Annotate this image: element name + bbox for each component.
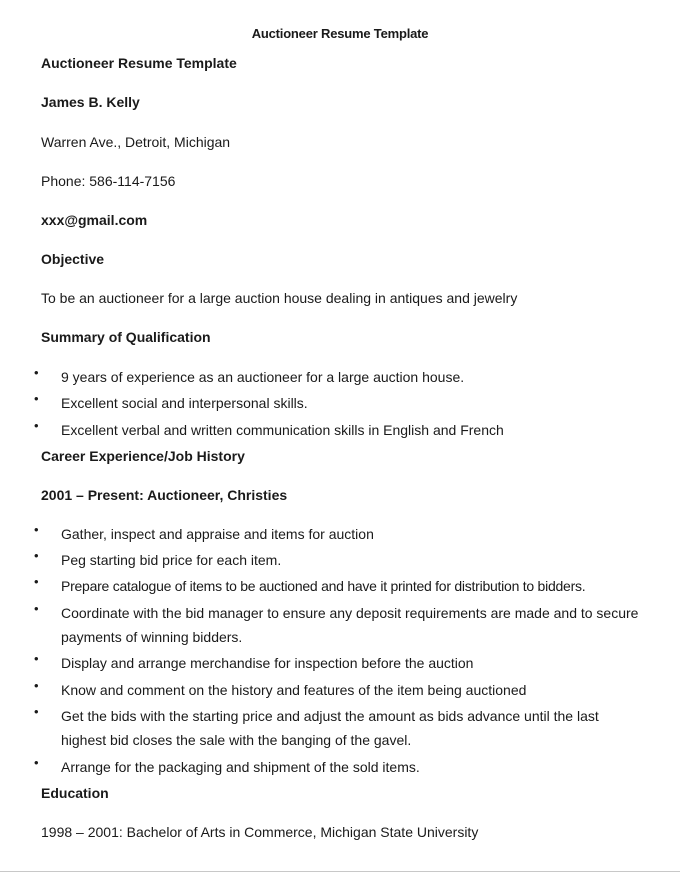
- bullet-icon: •: [34, 704, 39, 719]
- applicant-address: Warren Ave., Detroit, Michigan: [41, 134, 231, 150]
- job-duty: Prepare catalogue of items to be auctioned and have it printed for distribution to bidders.: [61, 578, 586, 594]
- job-duty: Gather, inspect and appraise and items for auction: [61, 526, 374, 542]
- bullet-icon: •: [34, 574, 39, 589]
- bullet-icon: •: [34, 391, 39, 406]
- job-duty: Peg starting bid price for each item.: [61, 552, 282, 568]
- document-title: Auctioneer Resume Template: [251, 26, 429, 41]
- job-duty: Coordinate with the bid manager to ensure any deposit requirements are made and to secure payments of winning bidders.: [61, 605, 639, 645]
- summary-item: Excellent verbal and written communication skills in English and French: [61, 422, 504, 438]
- education-heading: Education: [41, 785, 109, 801]
- applicant-phone: Phone: 586-114-7156: [41, 173, 176, 189]
- job-duty: Know and comment on the history and features of the item being auctioned: [61, 682, 527, 698]
- objective-heading: Objective: [41, 251, 105, 267]
- bullet-icon: •: [34, 418, 39, 433]
- job-duty: Arrange for the packaging and shipment of the sold items.: [61, 759, 420, 775]
- career-heading: Career Experience/Job History: [41, 448, 245, 464]
- bullet-icon: •: [34, 522, 39, 537]
- job-title: 2001 – Present: Auctioneer, Christies: [41, 487, 288, 503]
- applicant-email: xxx@gmail.com: [41, 212, 148, 228]
- resume-heading: Auctioneer Resume Template: [41, 55, 237, 71]
- bullet-icon: •: [34, 365, 39, 380]
- summary-heading: Summary of Qualification: [41, 329, 211, 345]
- applicant-name: James B. Kelly: [41, 94, 140, 110]
- objective-text: To be an auctioneer for a large auction house dealing in antiques and jewelry: [41, 290, 518, 306]
- education-text: 1998 – 2001: Bachelor of Arts in Commerce, Michigan State University: [41, 824, 479, 840]
- bullet-icon: •: [34, 548, 39, 563]
- job-duty: Get the bids with the starting price and adjust the amount as bids advance until the last highest bid closes the sale with the banging of the gavel.: [61, 708, 599, 748]
- bullet-icon: •: [34, 601, 39, 616]
- job-duty: Display and arrange merchandise for inspection before the auction: [61, 655, 474, 671]
- bullet-icon: •: [34, 651, 39, 666]
- bullet-icon: •: [34, 678, 39, 693]
- bullet-icon: •: [34, 755, 39, 770]
- summary-item: Excellent social and interpersonal skills.: [61, 395, 308, 411]
- summary-item: 9 years of experience as an auctioneer for a large auction house.: [61, 369, 465, 385]
